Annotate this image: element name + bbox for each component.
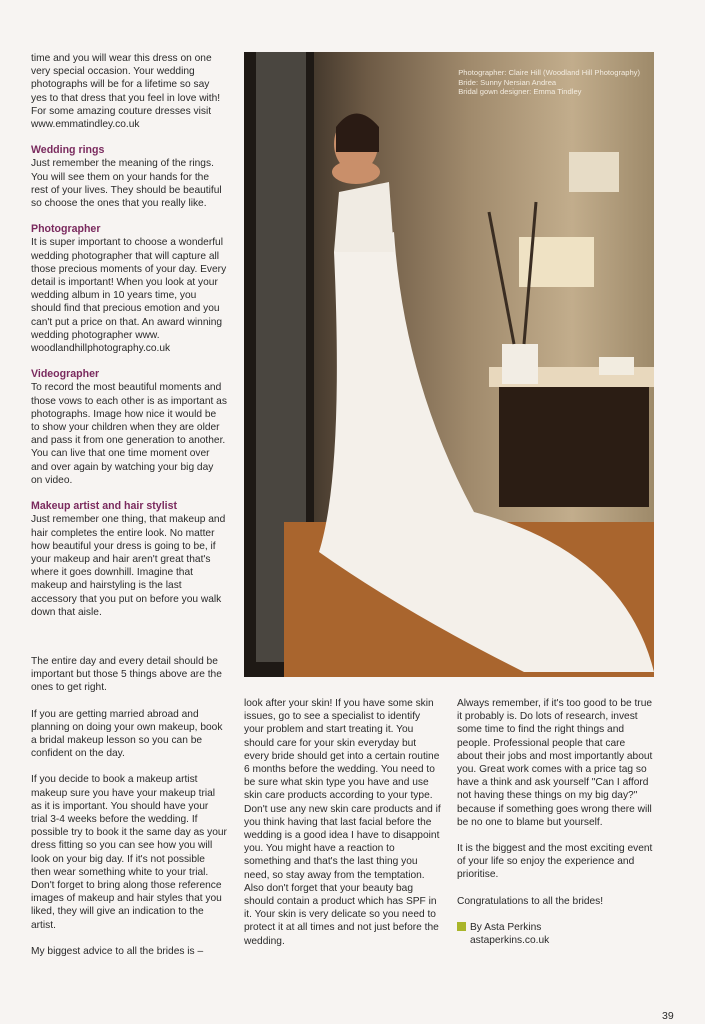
paragraph: If you are getting married abroad and planning on doing your own makeup, book a bridal makeup lesson so you can be confident on the day.: [31, 708, 223, 760]
section-heading-photographer: Photographer: [31, 223, 101, 236]
bride-photo: [244, 52, 654, 677]
paragraph: It is the biggest and the most exciting event of your life so enjoy the experience and prioritise.: [457, 843, 653, 881]
paragraph: look after your skin! If you have some skin issues, go to see a specialist to identify your problem and start treating it. You should care for your skin everyday but every bride should get into a certain routine 6 months before the wedding. You need to be sure what skin type you have and use skin care products according to your type. Don't use any new skin care products and if you think having that last facial before the wedding is a good idea I have to disappoint you. You might have a reaction to something and that's the last thing you need, so stay away from the temptation. Also don't forget that your beauty bag should contain a product which has SPF in it. Your skin is very delicate so you need to protect it at all times and not just before the wedding.: [244, 698, 441, 947]
paragraph: The entire day and every detail should be important but those 5 things above are the ones to get right.: [31, 656, 222, 694]
byline: [457, 921, 653, 934]
byline-square-icon: [457, 922, 466, 931]
designer-credit: Bridal gown designer: Emma Tindley: [458, 87, 582, 97]
intro-paragraph: time and you will wear this dress on one very special occasion. Your wedding photographs will be for a lifetime so say yes to that dress that you feel in love with! For some amazing couture dresses visit www.emmatindley.co.uk: [31, 53, 221, 131]
column-3: [457, 697, 653, 947]
author-website: astaperkins.co.uk: [470, 935, 550, 947]
paragraph: Congratulations to all the brides!: [457, 895, 604, 907]
section-heading-videographer: Videographer: [31, 368, 100, 381]
section-body-videographer: To record the most beautiful moments and those vows to each other is as important as photographs. Image how nice it would be to show your children when they are older and pass it from one generation to another. You can live that one time moment over and over again by watching your big day on video.: [31, 382, 227, 486]
bride-illustration: [244, 52, 654, 677]
paragraph: Always remember, if it's too good to be true it probably is. Do lots of research, invest some time to find the right things and people. Professional people that care about their jobs and most importantly about you. Great work comes with a price tag so have a think and ask yourself "Can I afford not having these things on my big day?" because if something goes wrong there will be no one to blame but yourself.: [457, 698, 653, 828]
section-body-makeup: Just remember one thing, that makeup and hair completes the entire look. No matter how beautiful your dress is going to be, if your makeup and hair aren't great that's where it goes downhill. Imagine that makeup and hairstyling is the last accessory that you put on before you walk down that aisle.: [31, 514, 226, 618]
section-body-photographer: It is super important to choose a wonderful wedding photographer that will capture all those precious moments of your day. Every detail is important! When you look at your wedding album in 10 years time, you should find that precious emotion and you can't put a price on that. An award winning wedding photographer www. woodlandhillphotography.co.uk: [31, 237, 227, 355]
column-1-continued: [31, 655, 227, 971]
bride-credit: Bride: Sunny Nersian Andrea: [458, 77, 557, 87]
photo-credits: [458, 68, 640, 97]
section-heading-makeup: Makeup artist and hair stylist: [31, 500, 178, 513]
section-body-wedding-rings: Just remember the meaning of the rings. You will see them on your hands for the rest of your lives. They should be beautiful so choose the ones that you really like.: [31, 158, 222, 210]
section-heading-wedding-rings: Wedding rings: [31, 144, 105, 157]
paragraph: My biggest advice to all the brides is –: [31, 945, 204, 957]
photographer-credit: Photographer: Claire Hill (Woodland Hill Photography): [458, 68, 640, 77]
page-number: 39: [662, 1010, 674, 1022]
paragraph: If you decide to book a makeup artist makeup sure you have your makeup trial as it is important. You should have your trial 3-4 weeks before the wedding. If possible try to book it the same day as your dress fitting so you can see how you will look on your big day. If it's not possible then wear something white to your trial. Don't forget to bring along those reference images of makeup and hair styles that you liked, they will give an indication to the artist.: [31, 774, 227, 931]
column-2: [244, 697, 442, 961]
column-1: [31, 52, 227, 632]
byline-author: By Asta Perkins: [470, 921, 542, 933]
